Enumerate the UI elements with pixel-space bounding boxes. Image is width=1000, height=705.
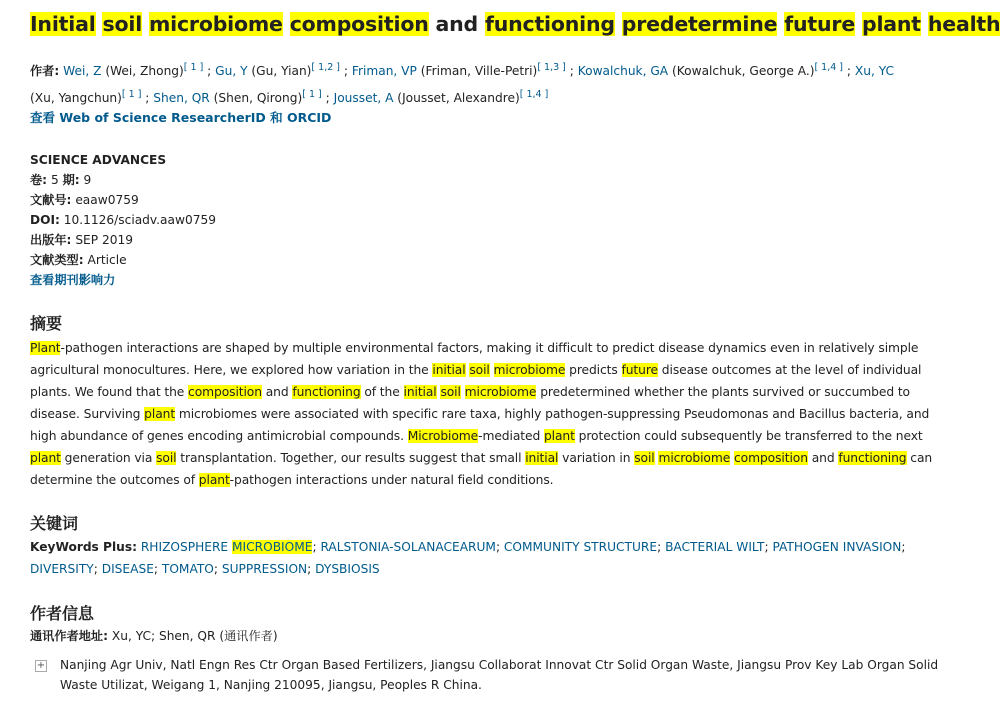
authors-block — [30, 56, 910, 110]
highlighted-term: functioning — [292, 385, 361, 399]
keyword-separator: ; — [764, 540, 773, 554]
highlighted-term: MICROBIOME — [232, 540, 313, 554]
abstract-segment: predicts — [565, 363, 622, 377]
title-word: predetermine — [621, 12, 778, 36]
keyword-text: SUPPRESSION — [221, 562, 308, 576]
author-affiliation[interactable]: [ 1,4 ] — [814, 62, 844, 73]
author-link[interactable]: Shen, QR — [153, 91, 210, 105]
highlighted-term: soil — [469, 363, 490, 377]
author-fullname: (Jousset, Alexandre) — [393, 91, 520, 105]
highlighted-term: plant — [198, 473, 230, 487]
author-separator: ; — [843, 64, 855, 78]
title-word: soil — [102, 12, 143, 36]
source-meta — [30, 150, 216, 290]
keyword-link[interactable] — [315, 562, 380, 576]
author-link[interactable]: Jousset, A — [333, 91, 394, 105]
keyword-text: DYSBIOSIS — [315, 562, 380, 576]
abstract-segment: and — [807, 451, 839, 465]
keyword-link[interactable] — [162, 562, 214, 576]
highlighted-term: Plant — [30, 341, 61, 355]
author-fullname: (Shen, Qirong) — [209, 91, 303, 105]
abstract-segment: generation via — [60, 451, 157, 465]
keyword-link[interactable] — [772, 540, 901, 554]
author-fullname: (Friman, Ville-Petri) — [416, 64, 538, 78]
address-text: Nanjing Agr Univ, Natl Engn Res Ctr Organ Based Fertilizers, Jiangsu Collaborat Innovat Ctr Solid Organ Waste, Jiangsu Prov Key Lab Organ Solid Waste Utilizat, Weigang 1, Nanjing 210095, Jiangsu, Peoples R China. — [60, 658, 939, 692]
pub-year-label: 出版年: — [30, 233, 72, 247]
keyword-link[interactable] — [222, 562, 307, 576]
abstract-text — [30, 337, 955, 491]
abstract-segment: -pathogen interactions are shaped by multiple environmental factors, making it difficult to predict disease dynamics even in relatively simple agricultural monocultures. Here, we explored how variation in the — [30, 341, 919, 377]
author-separator: ; — [203, 64, 216, 78]
title-word: health — [927, 12, 1000, 36]
doi-label: DOI: — [30, 213, 60, 227]
author-link[interactable]: Xu, YC — [854, 64, 894, 78]
keyword-text: TOMATO — [161, 562, 214, 576]
researcher-id-link[interactable]: 查看 Web of Science ResearcherID 和 ORCID — [30, 110, 332, 125]
abstract-segment: variation in — [558, 451, 635, 465]
keyword-separator: ; — [495, 540, 504, 554]
author-link[interactable]: Kowalchuk, GA — [577, 64, 669, 78]
author-separator: ; — [141, 91, 154, 105]
author-link[interactable]: Friman, VP — [351, 64, 417, 78]
keyword-separator: ; — [312, 540, 321, 554]
keywords-plus — [30, 536, 960, 580]
title-word: future — [784, 12, 856, 36]
article-number-value: eaaw0759 — [75, 193, 139, 207]
keyword-list — [30, 540, 906, 576]
author-separator: ; — [321, 91, 334, 105]
highlighted-term: microbiome — [658, 451, 731, 465]
author-affiliation[interactable]: [ 1 ] — [302, 89, 322, 100]
doc-type-value: Article — [87, 253, 127, 267]
abstract-segment: microbiomes were associated with specific rare taxa, highly pathogen-suppressing Pseudomonas and Bacillus bacteria, and high abundance of genes encoding antimicrobial compounds. — [30, 407, 930, 443]
highlighted-term: microbiome — [493, 363, 566, 377]
keywords-plus-label: KeyWords Plus: — [30, 540, 137, 554]
keyword-separator: ; — [657, 540, 666, 554]
author-info-heading: 作者信息 — [30, 604, 95, 623]
title-word: functioning — [484, 12, 615, 36]
author-fullname: (Wei, Zhong) — [101, 64, 184, 78]
highlighted-term: initial — [525, 451, 559, 465]
authors-label: 作者: — [30, 64, 60, 78]
keyword-link[interactable] — [141, 540, 313, 554]
author-fullname: (Xu, Yangchun) — [30, 91, 122, 105]
highlighted-term: composition — [188, 385, 262, 399]
abstract-segment: of the — [360, 385, 404, 399]
doc-type-row — [30, 250, 216, 270]
abstract-segment: disease outcomes at the level of individual plants. We found that the — [30, 363, 922, 399]
highlighted-term: functioning — [838, 451, 907, 465]
author-affiliation[interactable]: [ 1 ] — [183, 62, 204, 73]
author-affiliation[interactable]: [ 1,2 ] — [311, 62, 340, 73]
doi-row — [30, 210, 216, 230]
keyword-link[interactable] — [665, 540, 764, 554]
keyword-link[interactable] — [320, 540, 495, 554]
title-word: microbiome — [148, 12, 283, 36]
author-link[interactable]: Gu, Y — [215, 64, 248, 78]
highlighted-term: soil — [156, 451, 177, 465]
pub-year-value: SEP 2019 — [75, 233, 133, 247]
corresponding-address-row — [30, 627, 278, 644]
corresponding-authors: Xu, YC; Shen, QR (通讯作者) — [111, 629, 278, 643]
title-word: composition — [289, 12, 429, 36]
highlighted-term: composition — [734, 451, 808, 465]
keyword-separator: ; — [307, 562, 316, 576]
keyword-text: RALSTONIA-SOLANACEARUM — [320, 540, 496, 554]
highlighted-term: soil — [634, 451, 655, 465]
keyword-separator: ; — [901, 540, 906, 554]
author-affiliation[interactable]: [ 1,3 ] — [537, 62, 566, 73]
abstract-segment: transplantation. Together, our results suggest that small — [176, 451, 526, 465]
journal-impact-link[interactable]: 查看期刊影响力 — [30, 273, 116, 287]
pub-year-row — [30, 230, 216, 250]
keyword-text: DIVERSITY — [30, 562, 94, 576]
highlighted-term: microbiome — [464, 385, 537, 399]
abstract-segment: -mediated — [478, 429, 544, 443]
doi-value: 10.1126/sciadv.aaw0759 — [63, 213, 216, 227]
keyword-text: COMMUNITY STRUCTURE — [503, 540, 658, 554]
keyword-text: BACTERIAL WILT — [665, 540, 765, 554]
highlighted-term: plant — [30, 451, 61, 465]
keyword-link[interactable] — [504, 540, 657, 554]
author-affiliation[interactable]: [ 1 ] — [121, 89, 142, 100]
abstract-segment — [490, 363, 494, 377]
doc-type-label: 文献类型: — [30, 253, 84, 267]
keyword-link[interactable] — [102, 562, 154, 576]
abstract-heading: 摘要 — [30, 314, 63, 333]
highlighted-term: Microbiome — [407, 429, 479, 443]
title-word: Initial — [30, 12, 96, 36]
article-number-row — [30, 190, 216, 210]
keyword-text: DISEASE — [101, 562, 154, 576]
highlighted-term: initial — [403, 385, 437, 399]
title-word: plant — [861, 12, 921, 36]
record-title — [30, 12, 1000, 36]
author-list — [30, 64, 894, 105]
keyword-text: PATHOGEN INVASION — [772, 540, 902, 554]
corresponding-address-label: 通讯作者地址: — [30, 629, 108, 643]
highlighted-term: initial — [432, 363, 466, 377]
volume-label: 卷: — [30, 173, 48, 187]
author-fullname: (Kowalchuk, George A.) — [668, 64, 815, 78]
keyword-separator: ; — [213, 562, 222, 576]
author-affiliation[interactable]: [ 1,4 ] — [519, 89, 549, 100]
highlighted-term: soil — [440, 385, 461, 399]
highlighted-term: plant — [543, 429, 575, 443]
abstract-segment: protection could subsequently be transferred to the next — [574, 429, 923, 443]
keyword-separator: ; — [93, 562, 102, 576]
keywords-heading: 关键词 — [30, 514, 79, 533]
author-separator: ; — [565, 64, 578, 78]
expand-plus-icon[interactable]: + — [36, 660, 46, 671]
keyword-text: RHIZOSPHERE — [140, 540, 233, 554]
keyword-separator: ; — [153, 562, 162, 576]
author-link[interactable]: Wei, Z — [63, 64, 102, 78]
issue-value: 9 — [83, 173, 92, 187]
issue-label: 期: — [62, 173, 80, 187]
highlighted-term: plant — [144, 407, 176, 421]
author-separator: ; — [339, 64, 352, 78]
abstract-segment: predetermined whether the plants survived or succumbed to disease. Surviving — [30, 385, 910, 421]
highlighted-term: future — [621, 363, 658, 377]
journal-name[interactable]: SCIENCE ADVANCES — [30, 153, 167, 167]
title-word: and — [435, 12, 479, 36]
abstract-segment: and — [261, 385, 293, 399]
article-number-label: 文献号: — [30, 193, 72, 207]
abstract-segment: -pathogen interactions under natural field conditions. — [229, 473, 554, 487]
keyword-link[interactable] — [30, 562, 94, 576]
volume-issue-row — [30, 170, 216, 190]
volume-value: 5 — [50, 173, 59, 187]
abstract-segment: can determine the outcomes of — [30, 451, 933, 487]
author-fullname: (Gu, Yian) — [247, 64, 312, 78]
